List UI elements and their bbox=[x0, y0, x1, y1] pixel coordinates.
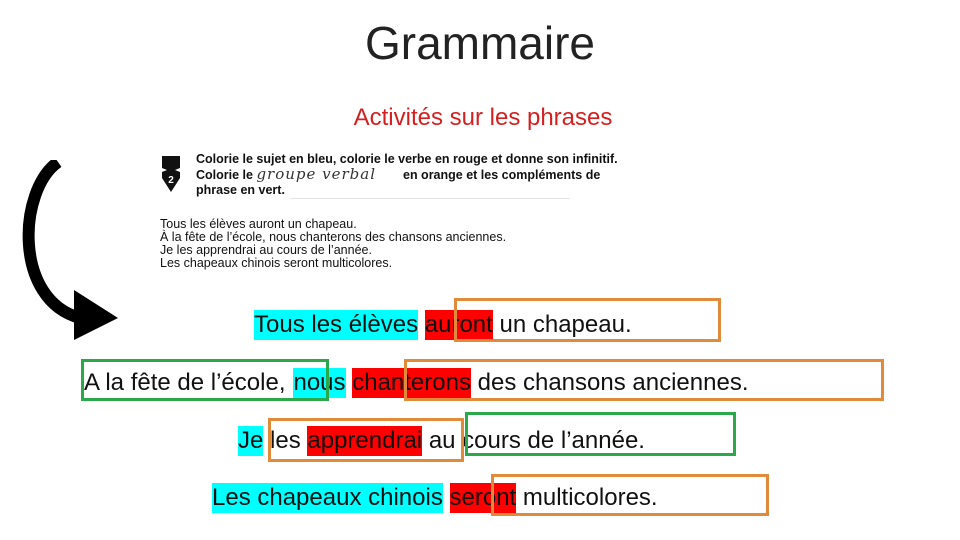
instruction-line-2 bbox=[196, 167, 716, 183]
instruction-line-2a: Colorie le bbox=[196, 168, 253, 182]
exercise-instructions bbox=[196, 152, 716, 198]
sentence-rest: un chapeau. bbox=[499, 311, 632, 338]
handwritten-groupe-verbal: groupe verbal bbox=[256, 165, 377, 183]
analyzed-sentence-4 bbox=[212, 483, 658, 513]
subject-highlight: nous bbox=[293, 369, 346, 396]
divider bbox=[290, 198, 570, 199]
exercise-number: 2 bbox=[168, 175, 174, 186]
exercise-sentence: Tous les élèves auront un chapeau. bbox=[160, 217, 357, 231]
analyzed-sentence-3 bbox=[238, 426, 645, 456]
verb-highlight: apprendrai bbox=[307, 427, 423, 454]
page-title: Grammaire bbox=[364, 17, 596, 69]
instruction-line-2b: en orange et les compléments de bbox=[403, 168, 601, 182]
analyzed-sentence-2 bbox=[84, 368, 748, 398]
complement-text: au cours de l’année. bbox=[428, 427, 645, 454]
pronoun-text: les bbox=[270, 427, 301, 454]
exercise-scan bbox=[150, 148, 720, 288]
exercise-number-badge bbox=[162, 156, 180, 192]
comma: , bbox=[278, 369, 286, 396]
sentence-rest: multicolores. bbox=[522, 484, 658, 511]
instruction-line-3: phrase en vert. bbox=[196, 183, 285, 197]
complement-text: A la fête de l’école bbox=[84, 369, 279, 396]
page-subtitle: Activités sur les phrases bbox=[353, 104, 613, 131]
verb-highlight: chanterons bbox=[352, 369, 471, 396]
sentence-rest: des chansons anciennes. bbox=[477, 369, 749, 396]
subject-highlight: Les chapeaux chinois bbox=[212, 484, 443, 511]
subject-highlight: Je bbox=[238, 427, 264, 454]
exercise-sentence: À la fête de l’école, nous chanterons des chansons anciennes. bbox=[160, 230, 507, 244]
exercise-sentence: Je les apprendrai au cours de l’année. bbox=[160, 243, 372, 257]
subject-highlight: Tous les élèves bbox=[254, 311, 419, 338]
instruction-line-1: Colorie le sujet en bleu, colorie le verbe en rouge et donne son infinitif. bbox=[196, 152, 618, 166]
curved-arrow-icon bbox=[18, 160, 128, 340]
analyzed-sentence-1 bbox=[254, 310, 632, 340]
exercise-sentence: Les chapeaux chinois seront multicolores. bbox=[160, 256, 393, 270]
verb-highlight: auront bbox=[424, 311, 493, 338]
verb-highlight: seront bbox=[449, 484, 517, 511]
exercise-sentences bbox=[160, 218, 506, 270]
